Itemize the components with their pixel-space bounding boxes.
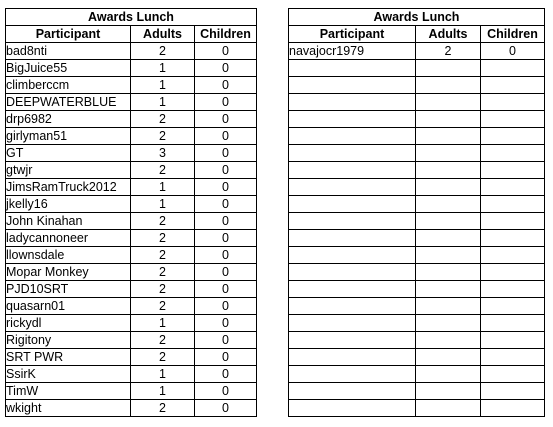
table-row xyxy=(289,60,545,77)
adults-cell[interactable] xyxy=(416,77,481,94)
table-row xyxy=(289,162,545,179)
table-row xyxy=(6,400,257,417)
adults-cell[interactable]: 1 xyxy=(131,383,195,400)
children-cell[interactable] xyxy=(481,230,545,247)
participant-cell[interactable] xyxy=(289,247,416,264)
adults-cell[interactable] xyxy=(416,400,481,417)
adults-cell[interactable]: 1 xyxy=(131,179,195,196)
participant-cell[interactable] xyxy=(289,94,416,111)
children-cell[interactable]: 0 xyxy=(195,230,257,247)
adults-cell[interactable]: 2 xyxy=(131,162,195,179)
participant-cell[interactable] xyxy=(289,111,416,128)
participant-cell[interactable]: drp6982 xyxy=(6,111,131,128)
children-cell[interactable]: 0 xyxy=(195,247,257,264)
children-cell[interactable]: 0 xyxy=(195,196,257,213)
title-row xyxy=(6,9,257,26)
participant-cell[interactable]: DEEPWATERBLUE xyxy=(6,94,131,111)
participant-cell[interactable]: SsirK xyxy=(6,366,131,383)
table-row xyxy=(6,213,257,230)
children-cell[interactable] xyxy=(481,349,545,366)
table-row xyxy=(289,111,545,128)
table-row xyxy=(289,400,545,417)
awards-lunch-table-left-body xyxy=(6,9,257,417)
table-row xyxy=(289,247,545,264)
table-row xyxy=(289,383,545,400)
participant-cell[interactable]: SRT PWR xyxy=(6,349,131,366)
children-cell[interactable]: 0 xyxy=(195,43,257,60)
participant-cell[interactable]: GT xyxy=(6,145,131,162)
children-cell[interactable] xyxy=(481,162,545,179)
children-cell[interactable]: 0 xyxy=(195,77,257,94)
children-cell[interactable]: 0 xyxy=(195,332,257,349)
adults-cell[interactable] xyxy=(416,349,481,366)
table-row xyxy=(289,196,545,213)
children-cell[interactable]: 0 xyxy=(195,298,257,315)
title-row xyxy=(289,9,545,26)
participant-cell[interactable]: jkelly16 xyxy=(6,196,131,213)
adults-cell[interactable]: 3 xyxy=(131,145,195,162)
children-cell[interactable] xyxy=(481,196,545,213)
adults-cell[interactable]: 2 xyxy=(131,43,195,60)
children-cell[interactable]: 0 xyxy=(195,128,257,145)
adults-cell[interactable]: 1 xyxy=(131,94,195,111)
participant-cell[interactable] xyxy=(289,332,416,349)
children-cell[interactable]: 0 xyxy=(481,43,545,60)
adults-cell[interactable] xyxy=(416,230,481,247)
participant-cell[interactable] xyxy=(289,162,416,179)
table-row xyxy=(6,315,257,332)
children-cell[interactable] xyxy=(481,281,545,298)
children-cell[interactable] xyxy=(481,247,545,264)
children-cell[interactable] xyxy=(481,60,545,77)
participant-cell[interactable]: Rigitony xyxy=(6,332,131,349)
header-row xyxy=(289,26,545,43)
participant-cell[interactable]: PJD10SRT xyxy=(6,281,131,298)
adults-cell[interactable]: 2 xyxy=(131,247,195,264)
adults-cell[interactable] xyxy=(416,162,481,179)
participant-cell[interactable] xyxy=(289,264,416,281)
participant-cell[interactable] xyxy=(289,77,416,94)
adults-cell[interactable]: 2 xyxy=(131,332,195,349)
table-row xyxy=(6,94,257,111)
children-cell[interactable] xyxy=(481,383,545,400)
adults-cell[interactable] xyxy=(416,196,481,213)
children-cell[interactable] xyxy=(481,128,545,145)
adults-cell[interactable]: 2 xyxy=(131,281,195,298)
table-row xyxy=(6,77,257,94)
table-row xyxy=(6,111,257,128)
adults-cell[interactable]: 2 xyxy=(131,128,195,145)
table-row xyxy=(6,264,257,281)
participant-cell[interactable]: wkight xyxy=(6,400,131,417)
participant-cell[interactable]: quasarn01 xyxy=(6,298,131,315)
participant-cell[interactable]: ladycannoneer xyxy=(6,230,131,247)
table-row xyxy=(6,145,257,162)
header-adults[interactable]: Adults xyxy=(131,26,195,43)
header-participant[interactable]: Participant xyxy=(289,26,416,43)
table-row xyxy=(6,43,257,60)
adults-cell[interactable] xyxy=(416,247,481,264)
participant-cell[interactable]: rickydl xyxy=(6,315,131,332)
participant-cell[interactable]: John Kinahan xyxy=(6,213,131,230)
children-cell[interactable]: 0 xyxy=(195,281,257,298)
adults-cell[interactable]: 2 xyxy=(131,264,195,281)
participant-cell[interactable]: JimsRamTruck2012 xyxy=(6,179,131,196)
table-title[interactable]: Awards Lunch xyxy=(289,9,545,26)
table-row xyxy=(6,230,257,247)
adults-cell[interactable] xyxy=(416,264,481,281)
table-row xyxy=(289,332,545,349)
participant-cell[interactable]: TimW xyxy=(6,383,131,400)
table-row xyxy=(289,315,545,332)
participant-cell[interactable]: gtwjr xyxy=(6,162,131,179)
adults-cell[interactable]: 1 xyxy=(131,366,195,383)
table-row xyxy=(289,77,545,94)
participant-cell[interactable] xyxy=(289,349,416,366)
participant-cell[interactable] xyxy=(289,145,416,162)
table-row xyxy=(289,264,545,281)
adults-cell[interactable]: 1 xyxy=(131,60,195,77)
table-row xyxy=(6,247,257,264)
table-row xyxy=(289,366,545,383)
adults-cell[interactable] xyxy=(416,179,481,196)
adults-cell[interactable] xyxy=(416,366,481,383)
children-cell[interactable]: 0 xyxy=(195,383,257,400)
participant-cell[interactable]: llownsdale xyxy=(6,247,131,264)
table-row xyxy=(289,230,545,247)
participant-cell[interactable]: BigJuice55 xyxy=(6,60,131,77)
adults-cell[interactable]: 2 xyxy=(131,400,195,417)
children-cell[interactable]: 0 xyxy=(195,162,257,179)
adults-cell[interactable]: 2 xyxy=(131,298,195,315)
table-row xyxy=(6,281,257,298)
adults-cell[interactable] xyxy=(416,213,481,230)
participant-cell[interactable] xyxy=(289,60,416,77)
table-row xyxy=(6,196,257,213)
participant-cell[interactable] xyxy=(289,281,416,298)
table-title[interactable]: Awards Lunch xyxy=(6,9,257,26)
header-children[interactable]: Children xyxy=(481,26,545,43)
adults-cell[interactable] xyxy=(416,315,481,332)
participant-cell[interactable]: Mopar Monkey xyxy=(6,264,131,281)
adults-cell[interactable] xyxy=(416,128,481,145)
table-row xyxy=(289,213,545,230)
participant-cell[interactable] xyxy=(289,383,416,400)
table-row xyxy=(6,366,257,383)
children-cell[interactable] xyxy=(481,94,545,111)
awards-lunch-table-left xyxy=(5,8,257,417)
table-row xyxy=(6,383,257,400)
children-cell[interactable] xyxy=(481,332,545,349)
adults-cell[interactable] xyxy=(416,145,481,162)
table-row xyxy=(289,349,545,366)
adults-cell[interactable]: 2 xyxy=(416,43,481,60)
adults-cell[interactable]: 2 xyxy=(131,230,195,247)
adults-cell[interactable] xyxy=(416,94,481,111)
participant-cell[interactable] xyxy=(289,179,416,196)
participant-cell[interactable] xyxy=(289,213,416,230)
children-cell[interactable] xyxy=(481,264,545,281)
table-row xyxy=(289,128,545,145)
table-row xyxy=(6,128,257,145)
table-row xyxy=(6,349,257,366)
participant-cell[interactable] xyxy=(289,315,416,332)
children-cell[interactable]: 0 xyxy=(195,366,257,383)
participant-cell[interactable]: climberccm xyxy=(6,77,131,94)
children-cell[interactable] xyxy=(481,111,545,128)
participant-cell[interactable]: navajocr1979 xyxy=(289,43,416,60)
header-adults[interactable]: Adults xyxy=(416,26,481,43)
children-cell[interactable]: 0 xyxy=(195,213,257,230)
children-cell[interactable] xyxy=(481,298,545,315)
adults-cell[interactable] xyxy=(416,298,481,315)
adults-cell[interactable] xyxy=(416,332,481,349)
adults-cell[interactable]: 2 xyxy=(131,349,195,366)
children-cell[interactable]: 0 xyxy=(195,111,257,128)
participant-cell[interactable] xyxy=(289,128,416,145)
adults-cell[interactable] xyxy=(416,281,481,298)
table-row xyxy=(289,179,545,196)
participant-cell[interactable]: bad8nti xyxy=(6,43,131,60)
children-cell[interactable] xyxy=(481,400,545,417)
table-row xyxy=(6,332,257,349)
table-row xyxy=(289,43,545,60)
children-cell[interactable] xyxy=(481,179,545,196)
adults-cell[interactable]: 2 xyxy=(131,111,195,128)
participant-cell[interactable] xyxy=(289,230,416,247)
children-cell[interactable] xyxy=(481,145,545,162)
children-cell[interactable]: 0 xyxy=(195,264,257,281)
participant-cell[interactable] xyxy=(289,400,416,417)
children-cell[interactable]: 0 xyxy=(195,349,257,366)
adults-cell[interactable] xyxy=(416,60,481,77)
awards-lunch-table-right-body xyxy=(289,9,545,417)
children-cell[interactable] xyxy=(481,77,545,94)
children-cell[interactable]: 0 xyxy=(195,94,257,111)
table-row xyxy=(289,298,545,315)
participant-cell[interactable]: girlyman51 xyxy=(6,128,131,145)
header-participant[interactable]: Participant xyxy=(6,26,131,43)
table-row xyxy=(289,145,545,162)
children-cell[interactable]: 0 xyxy=(195,179,257,196)
header-children[interactable]: Children xyxy=(195,26,257,43)
adults-cell[interactable]: 1 xyxy=(131,196,195,213)
adults-cell[interactable] xyxy=(416,383,481,400)
children-cell[interactable] xyxy=(481,315,545,332)
table-row xyxy=(6,298,257,315)
participant-cell[interactable] xyxy=(289,298,416,315)
table-row xyxy=(6,60,257,77)
table-row xyxy=(6,179,257,196)
table-row xyxy=(6,162,257,179)
table-row xyxy=(289,281,545,298)
adults-cell[interactable]: 2 xyxy=(131,213,195,230)
table-row xyxy=(289,94,545,111)
adults-cell[interactable] xyxy=(416,111,481,128)
awards-lunch-table-right xyxy=(288,8,545,417)
children-cell[interactable]: 0 xyxy=(195,60,257,77)
participant-cell[interactable] xyxy=(289,196,416,213)
adults-cell[interactable]: 1 xyxy=(131,77,195,94)
children-cell[interactable]: 0 xyxy=(195,315,257,332)
children-cell[interactable]: 0 xyxy=(195,400,257,417)
adults-cell[interactable]: 1 xyxy=(131,315,195,332)
participant-cell[interactable] xyxy=(289,366,416,383)
header-row xyxy=(6,26,257,43)
children-cell[interactable] xyxy=(481,213,545,230)
children-cell[interactable] xyxy=(481,366,545,383)
children-cell[interactable]: 0 xyxy=(195,145,257,162)
